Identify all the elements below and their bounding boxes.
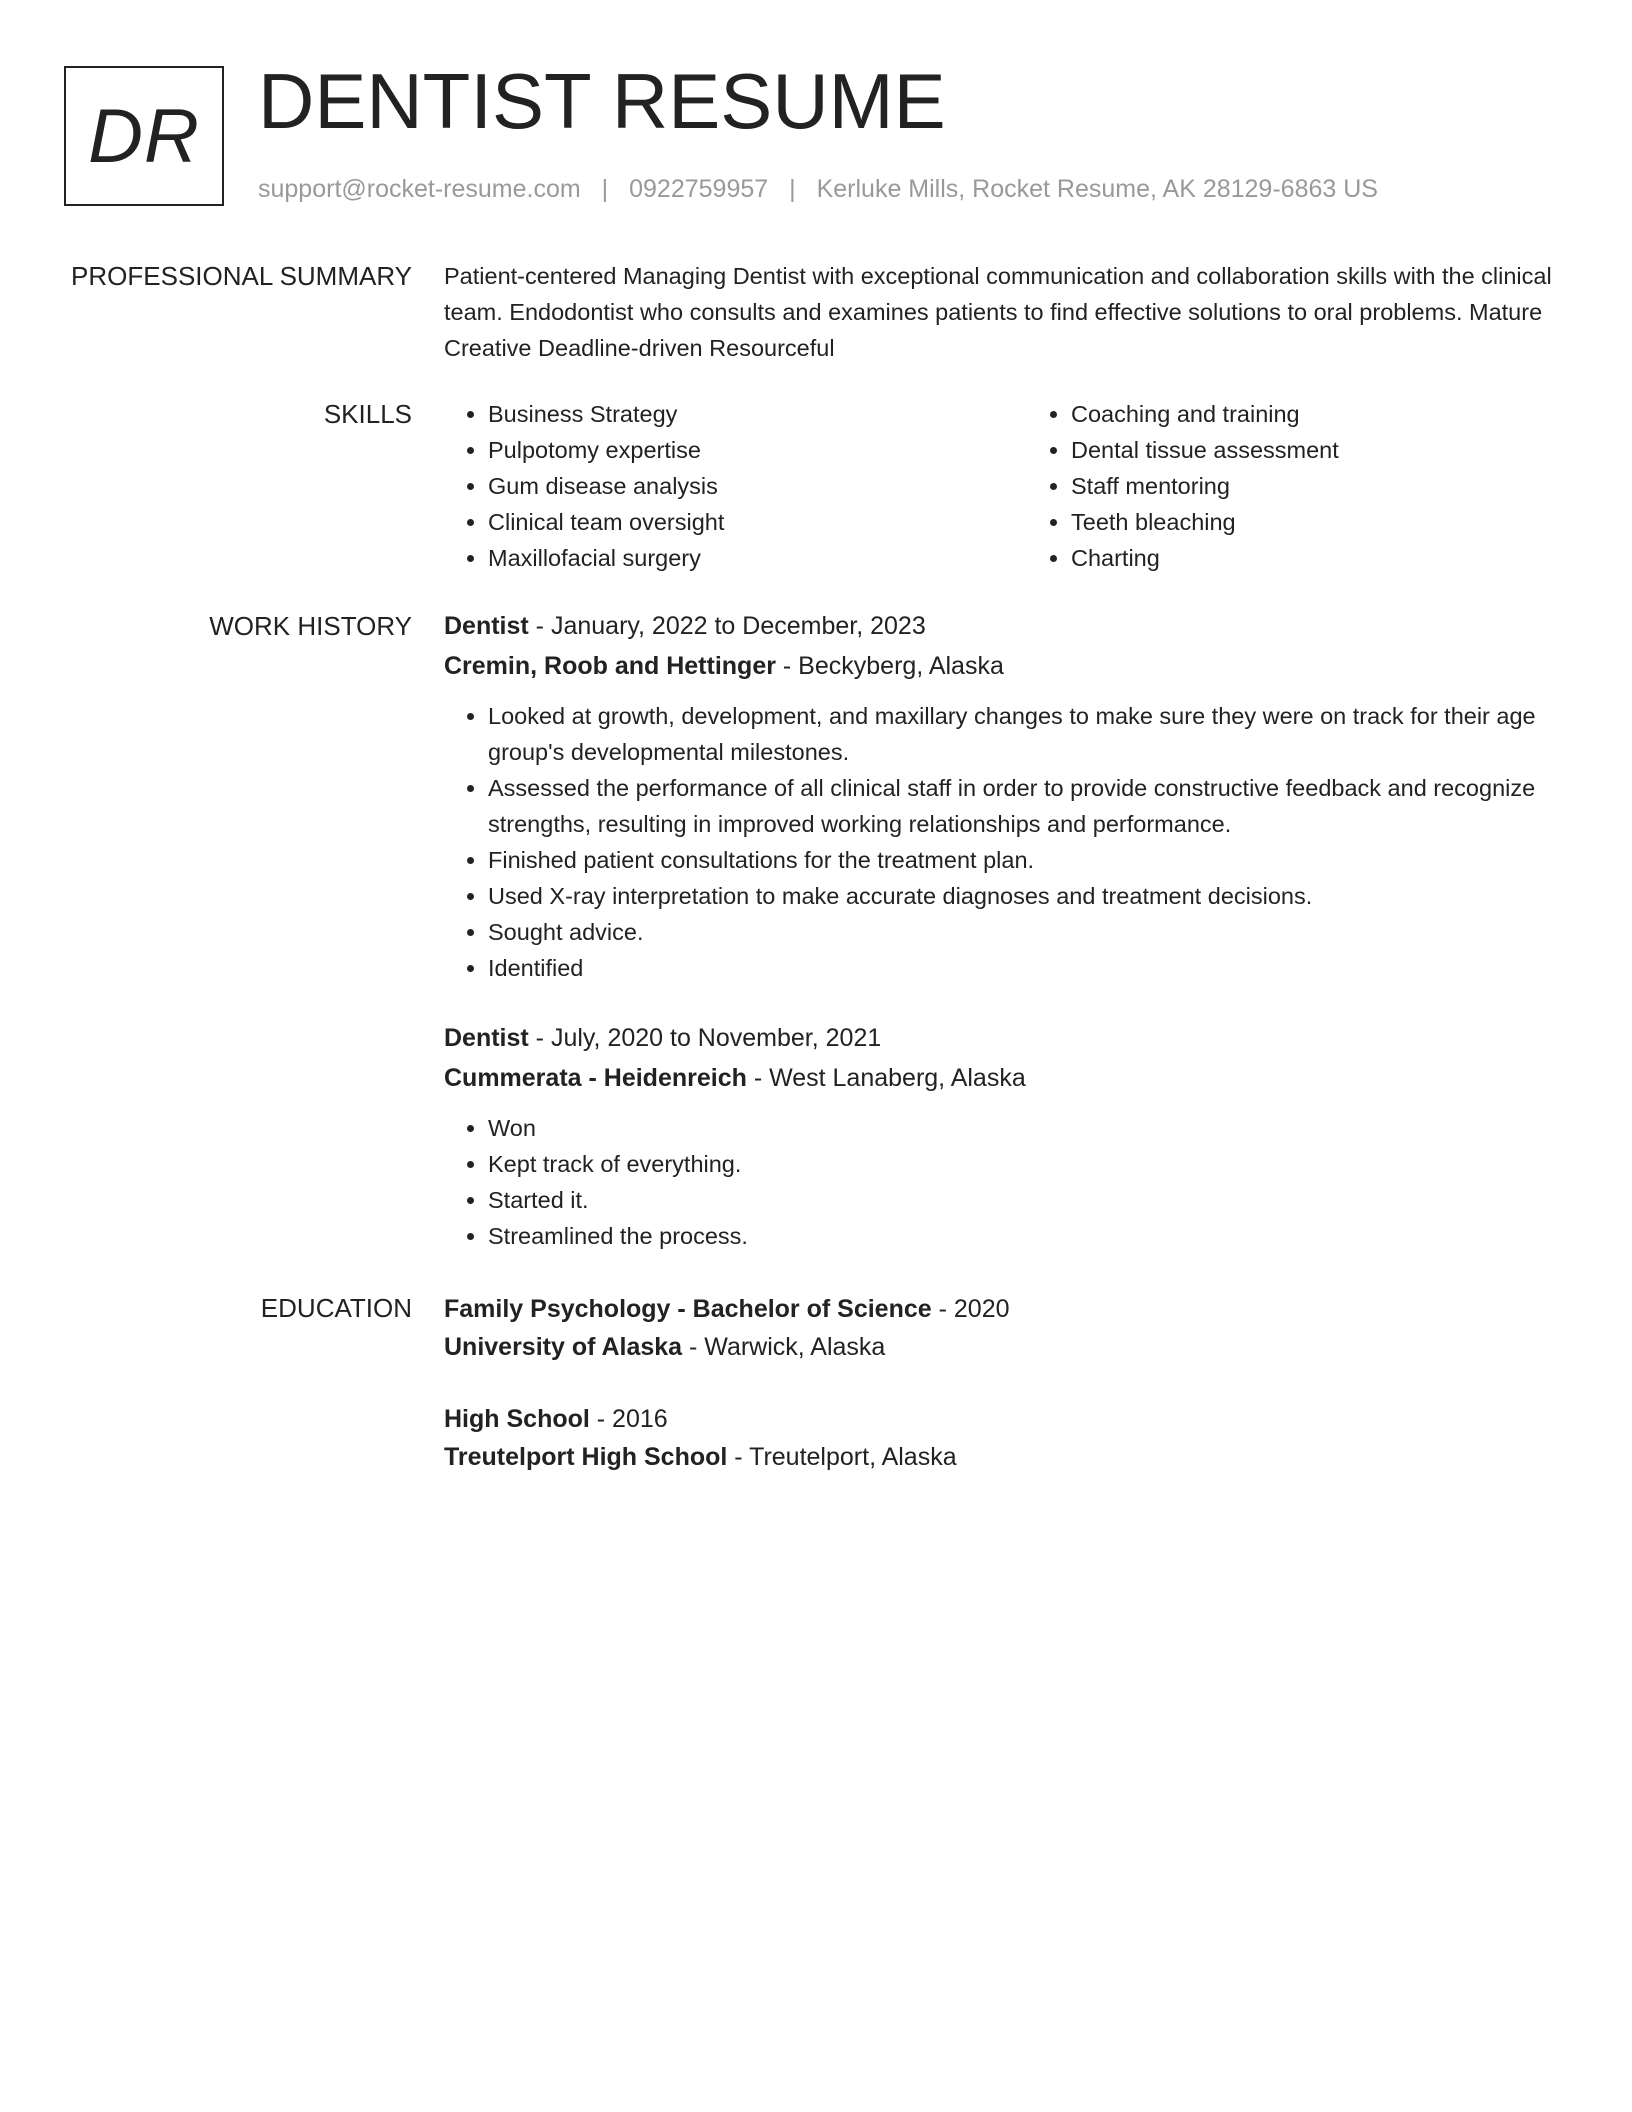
skill-item: • Staff mentoring [1071,468,1564,504]
education-year: - 2016 [589,1405,668,1433]
job-company: Cummerata - Heidenreich [444,1064,747,1092]
summary-body [444,258,1564,366]
job-company-line [444,648,1564,684]
job-bullet: • Identified [488,950,1564,986]
education-heading: EDUCATION [260,1293,412,1323]
skills-heading: SKILLS [323,399,412,429]
contact-email[interactable]: support@rocket-resume.com [258,175,581,203]
job-bullet: • Assessed the performance of all clinical staff in order to provide constructive feedback and recognize strengths, resulting in improved working relationships and performance. [488,770,1564,842]
work-history-heading: WORK HISTORY [209,611,412,641]
education-location: - Warwick, Alaska [682,1333,886,1361]
skill-item: • Gum disease analysis [488,468,981,504]
job-dates: - January, 2022 to December, 2023 [528,612,926,640]
job-entry [444,608,1564,986]
job-bullet: • Used X-ray interpretation to make accurate diagnoses and treatment decisions. [488,878,1564,914]
contact-line [258,174,1378,204]
skills-list-left [444,396,981,576]
education-location: - Treutelport, Alaska [727,1443,957,1471]
work-history-body [444,608,1564,1254]
skills-body [444,396,1564,576]
education-degree-line [444,1400,1564,1438]
education-school: University of Alaska [444,1333,683,1361]
skills-columns [444,396,1564,576]
job-company: Cremin, Roob and Hettinger [444,652,776,680]
job-location: - Beckyberg, Alaska [775,652,1004,680]
job-bullet: • Started it. [488,1182,1564,1218]
job-bullet: • Kept track of everything. [488,1146,1564,1182]
education-entry [444,1400,1564,1476]
job-bullet: • Won [488,1110,1564,1146]
skill-item: • Dental tissue assessment [1071,432,1564,468]
summary-text: Patient-centered Managing Dentist with exceptional communication and collaboration skills with the clinical team. Endodontist who consults and examines patients to find effective solutions to oral problems. Mature Creative Deadline-driven Resourceful [444,263,1552,361]
job-title-line [444,1020,1564,1056]
job-role: Dentist [444,612,529,640]
skills-list-right [1027,396,1564,576]
job-company-line [444,1060,1564,1096]
monogram-box [64,66,224,206]
education-degree: Family Psychology - Bachelor of Science [444,1295,932,1323]
contact-phone[interactable]: 0922759957 [629,175,769,203]
contact-separator: | [789,175,796,203]
education-school-line [444,1438,1564,1476]
education-school: Treutelport High School [444,1443,728,1471]
job-bullet: • Looked at growth, development, and maxillary changes to make sure they were on track for their age group's developmental milestones. [488,698,1564,770]
job-bullet: • Sought advice. [488,914,1564,950]
job-bullets [444,698,1564,986]
job-entry [444,1020,1564,1254]
job-role: Dentist [444,1024,529,1052]
summary-heading: PROFESSIONAL SUMMARY [71,261,412,291]
education-school-line [444,1328,1564,1366]
skill-item: • Charting [1071,540,1564,576]
education-entry [444,1290,1564,1366]
job-bullet: • Finished patient consultations for the treatment plan. [488,842,1564,878]
skill-item: • Pulpotomy expertise [488,432,981,468]
education-body [444,1290,1564,1476]
job-location: - West Lanaberg, Alaska [746,1064,1026,1092]
job-bullet: • Streamlined the process. [488,1218,1564,1254]
education-degree-line [444,1290,1564,1328]
job-title-line [444,608,1564,644]
monogram-initials: DR [88,93,200,179]
skill-item: • Teeth bleaching [1071,504,1564,540]
skill-item: • Coaching and training [1071,396,1564,432]
education-degree: High School [444,1405,590,1433]
skill-item: • Business Strategy [488,396,981,432]
contact-separator: | [601,175,609,203]
skill-item: • Clinical team oversight [488,504,981,540]
education-year: - 2020 [931,1295,1010,1323]
job-dates: - July, 2020 to November, 2021 [528,1024,882,1052]
contact-address: Kerluke Mills, Rocket Resume, AK 28129-6863 US [816,175,1378,203]
resume-title: DENTIST RESUME [258,57,946,145]
job-bullets [444,1110,1564,1254]
skill-item: • Maxillofacial surgery [488,540,981,576]
